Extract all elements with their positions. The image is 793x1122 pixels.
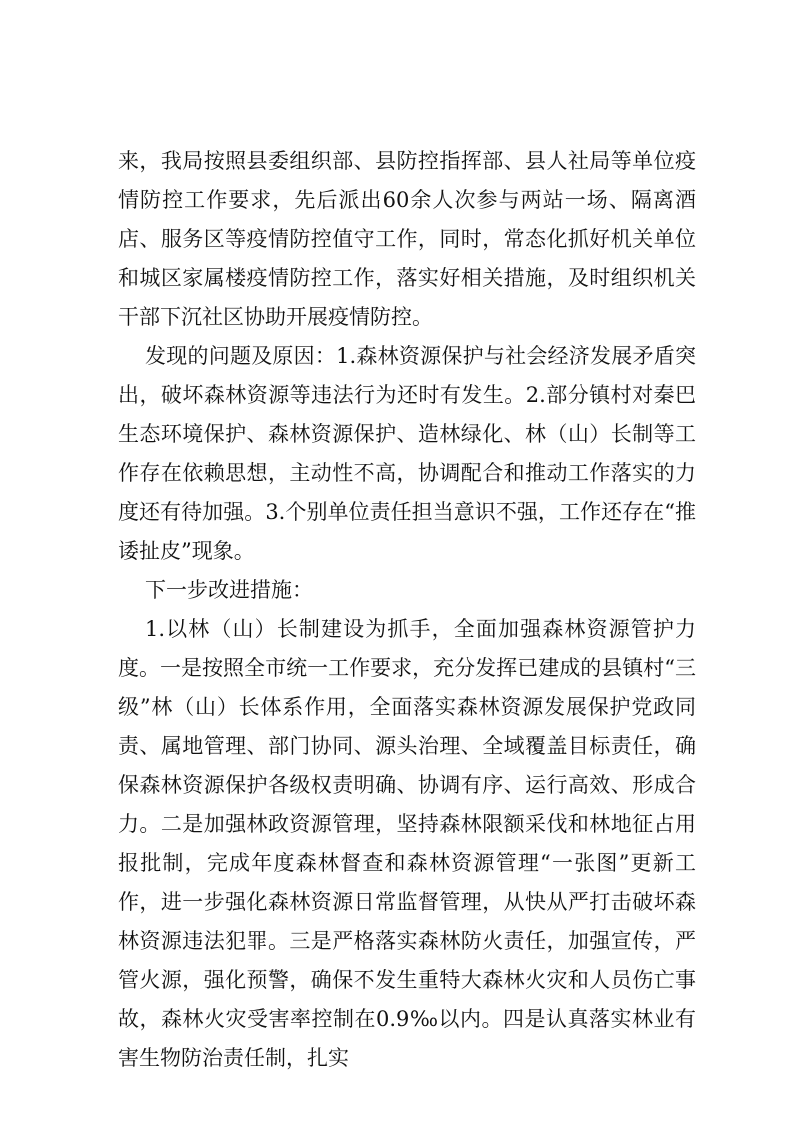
paragraph-problems-causes: 发现的问题及原因：1.森林资源保护与社会经济发展矛盾突出，破坏森林资源等违法行为还时有发生。2.部分镇村对秦巴生态环境保护、森林资源保护、造林绿化、林（山）长制等工作存在依赖思想，主动性不高，协调配合和推动工作落实的力度还有待加强。3.个别单位责任担当意识不强，工作还存在“推诿扯皮”现象。 [118,344,696,563]
paragraph-next-steps-heading: 下一步改进措施： [145,578,313,602]
paragraph-measure-1: 1.以林（山）长制建设为抓手，全面加强森林资源管护力度。一是按照全市统一工作要求，充分发挥已建成的县镇村“三级”林（山）长体系作用，全面落实森林资源发展保护党政同责、属地管理、部门协同、源头治理、全域覆盖目标责任，确保森林资源保护各级权责明确、协调有序、运行高效、形成合力。二是加强林政资源管理，坚持森林限额采伐和林地征占用报批制，完成年度森林督查和森林资源管理“一张图”更新工作，进一步强化森林资源日常监督管理，从快从严打击破坏森林资源违法犯罪。三是严格落实森林防火责任，加强宣传，严管火源，强化预警，确保不发生重特大森林火灾和人员伤亡事故，森林火灾受害率控制在0.9‰以内。四是认真落实林业有害生物防治责任制，扎实 [118,617,696,1070]
document-page [118,142,696,1078]
paragraph-epidemic-work: 来，我局按照县委组织部、县防控指挥部、县人社局等单位疫情防控工作要求，先后派出60余人次参与两站一场、隔离酒店、服务区等疫情防控值守工作，同时，常态化抓好机关单位和城区家属楼疫情防控工作，落实好相关措施，及时组织机关干部下沉社区协助开展疫情防控。 [118,149,696,329]
